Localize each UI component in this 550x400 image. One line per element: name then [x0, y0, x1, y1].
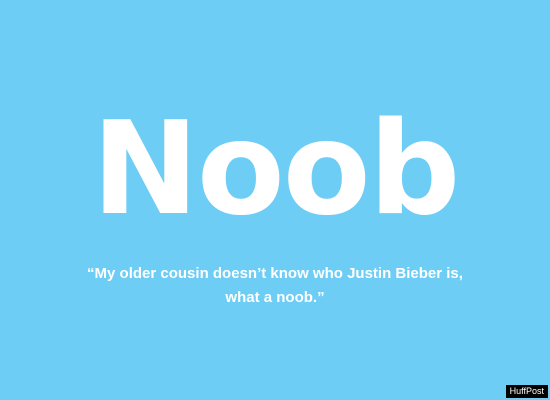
quote-line-1: “My older cousin doesn’t know who Justin Bieber is, — [87, 265, 463, 282]
example-quote — [40, 262, 510, 310]
huffpost-watermark: HuffPost — [506, 385, 548, 398]
quote-line-2: what a noob.” — [225, 289, 325, 306]
headline-word: Noob — [91, 95, 459, 244]
